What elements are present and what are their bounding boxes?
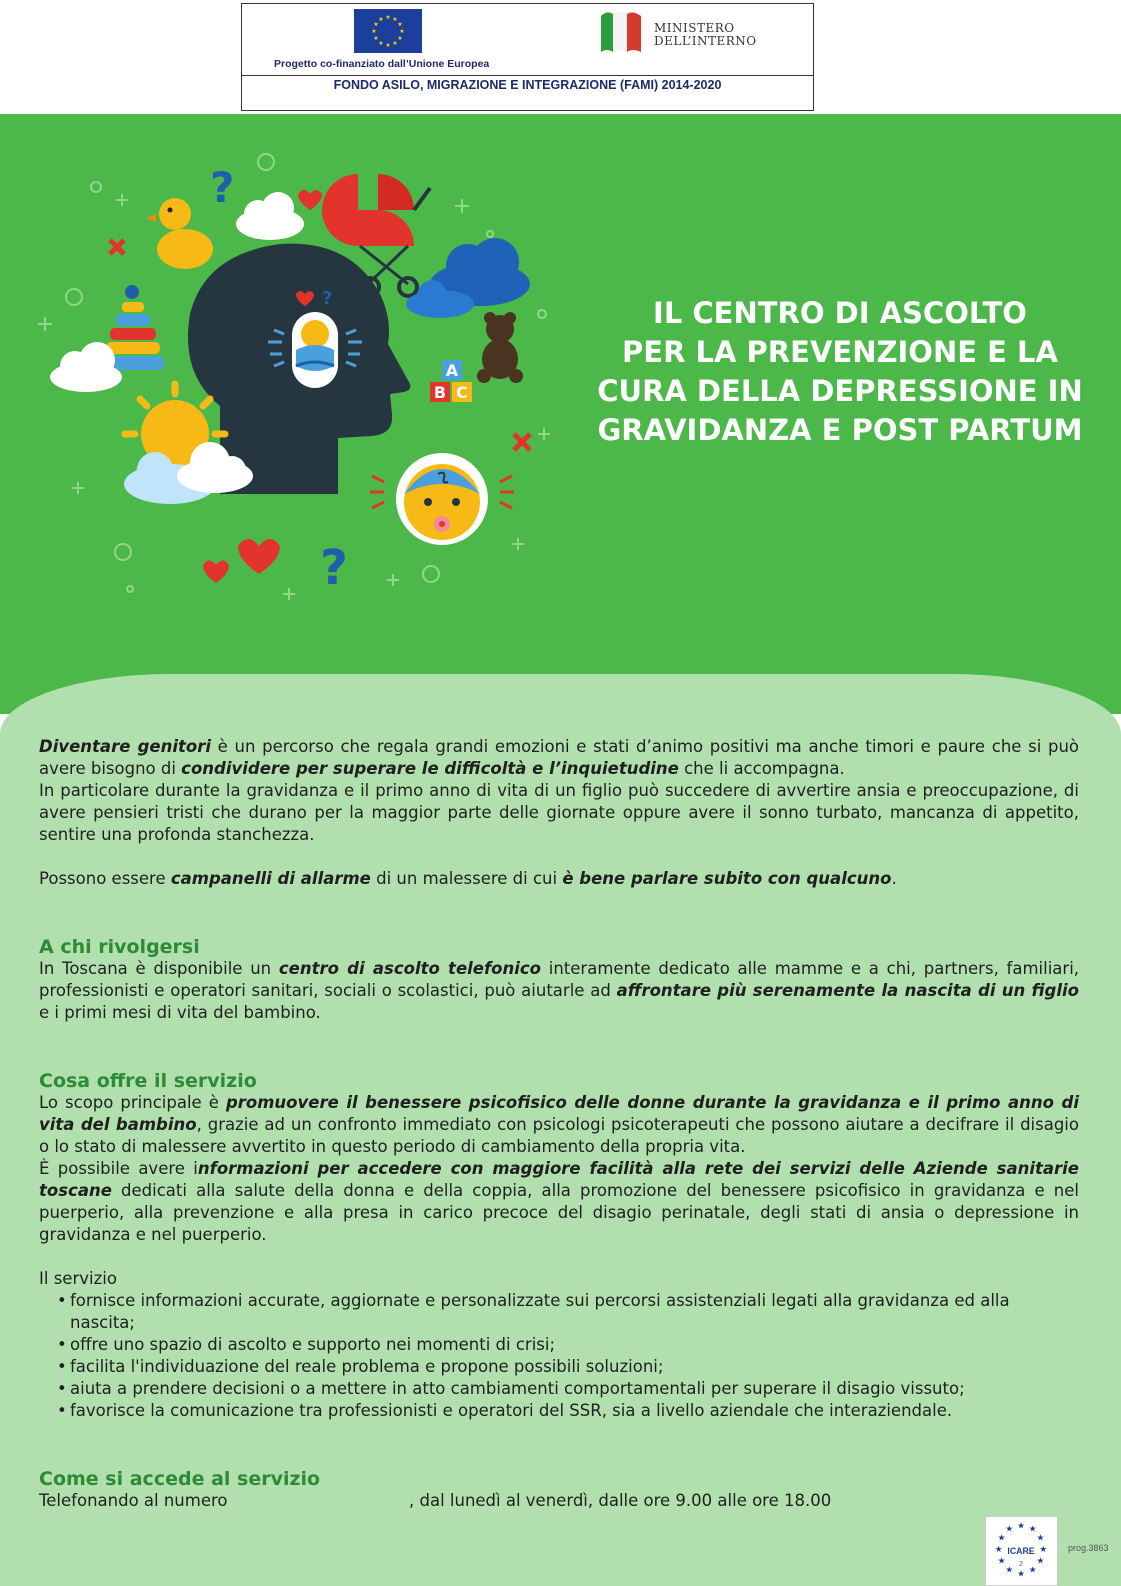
- main-content: [39, 736, 1079, 1512]
- emphasis-text: centro di ascolto telefonico: [278, 959, 542, 978]
- rubber-duck-icon: [146, 198, 213, 269]
- emphasis-text: Diventare genitori: [39, 737, 211, 756]
- service-list-intro: Il servizio: [39, 1269, 117, 1288]
- body-text: Possono essere: [39, 869, 171, 888]
- svg-text:★: ★: [378, 40, 384, 47]
- body-text: di un malessere di cui: [370, 869, 563, 888]
- svg-text:★: ★: [397, 21, 403, 28]
- svg-text:★: ★: [994, 1544, 1003, 1555]
- svg-text:★: ★: [1017, 1521, 1025, 1532]
- svg-text:★: ★: [1028, 1565, 1037, 1576]
- heart-icon: [238, 539, 280, 574]
- body-text: Lo scopo principale è: [39, 1093, 226, 1112]
- heart-icon: [203, 561, 229, 584]
- body-text: In Toscana è disponibile un: [39, 959, 279, 978]
- svg-text:★: ★: [1005, 1565, 1014, 1576]
- list-item: • favorisce la comunicazione tra professionisti e operatori del SSR, sia a livello aziendale che interaziendale.: [57, 1400, 1079, 1422]
- cross-icon: [110, 240, 124, 254]
- hero-title-line: CURA DELLA DEPRESSIONE IN: [597, 374, 1083, 408]
- question-mark-icon: ?: [210, 163, 235, 212]
- icare-logo: [985, 1516, 1058, 1586]
- svg-text:★: ★: [1036, 1556, 1045, 1567]
- eu-flag-logo: [354, 9, 422, 53]
- block-letter-c: C: [456, 383, 468, 402]
- svg-text:★: ★: [397, 35, 403, 42]
- question-mark-icon: ?: [322, 288, 333, 309]
- body-text: e i primi mesi di vita del bambino.: [39, 1003, 321, 1022]
- svg-text:★: ★: [373, 35, 379, 42]
- body-text: è un percorso che regala grandi emozioni e stati d’animo positivi ma anche timori e paure che si può avere bisogno di: [39, 737, 1079, 778]
- italian-flag-emblem: [599, 8, 643, 54]
- svg-text:★: ★: [392, 16, 398, 23]
- service-list: [57, 1290, 1079, 1422]
- question-mark-icon: ?: [320, 540, 348, 596]
- cloud-heart-icon: [236, 190, 322, 240]
- teddy-bear-icon: [477, 312, 523, 383]
- emphasis-text: condividere per superare le difficoltà e l’inquietudine: [181, 759, 679, 778]
- svg-text:★: ★: [373, 21, 379, 28]
- ministry-line2: DELL’INTERNO: [654, 34, 757, 48]
- emphasis-text: è bene parlare subito con qualcuno: [562, 869, 892, 888]
- list-item: • aiuta a prendere decisioni o a mettere in atto cambiamenti comportamentali per superare il disagio vissuto;: [57, 1378, 1079, 1400]
- offer-paragraph-2: [39, 1158, 1079, 1246]
- hero-title: [590, 294, 1090, 450]
- svg-text:★: ★: [1017, 1569, 1025, 1580]
- intro-paragraph-2: In particolare durante la gravidanza e il primo anno di vita di un figlio può succedere di avvertire ansia e preoccupazione, di avere pensieri tristi che durano per la maggior parte delle giornate oppure avere il sonno turbato, mancanza di appetito, sentire una profonda stanchezza.: [39, 781, 1079, 844]
- section-heading-access: Come si accede al servizio: [39, 1468, 321, 1490]
- svg-text:★: ★: [378, 16, 384, 23]
- svg-text:★: ★: [385, 14, 391, 21]
- svg-text:★: ★: [997, 1533, 1006, 1544]
- intro-paragraph-3: [39, 868, 1079, 890]
- icare-label: ICARE: [1007, 1545, 1035, 1556]
- hero-section: [0, 114, 1121, 714]
- svg-text:★: ★: [399, 28, 405, 35]
- block-letter-b: B: [433, 383, 447, 402]
- funding-header: [241, 3, 814, 111]
- list-item: • fornisce informazioni accurate, aggiornate e personalizzate sui percorsi assistenziali legati alla gravidanza ed alla nascita;: [57, 1290, 1079, 1334]
- ministry-line1: MINISTERO: [654, 21, 735, 35]
- access-line: [39, 1490, 1079, 1512]
- body-text: dedicati alla salute della donna e della coppia, alla promozione del benessere psicofisico in gravidanza e nel puerperio, alla prevenzione e alla presa in carico precoce del disagio perinatale, degli stati di ansia o depressione in gravidanza e nel puerperio.: [39, 1181, 1079, 1244]
- eu-caption: Progetto co-finanziato dall’Unione Europea: [274, 58, 490, 70]
- body-text: interamente dedicato alle mamme e a chi, partners, familiari, professionisti e operatori sanitari, sociali o scolastici, può aiutarle ad: [39, 959, 1080, 1000]
- body-text: .: [891, 869, 897, 888]
- list-item: • offre uno spazio di ascolto e supporto nei momenti di crisi;: [57, 1334, 1079, 1356]
- list-item: • facilita l'individuazione del reale problema e propone possibili soluzioni;: [57, 1356, 1079, 1378]
- hero-title-line: GRAVIDANZA E POST PARTUM: [597, 413, 1083, 447]
- ministry-name: [654, 22, 757, 48]
- parenthood-illustration: [20, 144, 580, 644]
- svg-text:★: ★: [371, 28, 377, 35]
- baby-face-icon: [370, 453, 514, 545]
- body-text: che li accompagna.: [678, 759, 845, 778]
- section-heading-offer: Cosa offre il servizio: [39, 1070, 257, 1092]
- body-text: , grazie ad un confronto immediato con psicologi psicoterapeuti che possono aiutare a decifrare il disagio o lo stato di malessere avvertito in questo periodo di cambiamento della propria vita.: [39, 1115, 1079, 1156]
- hero-title-line: IL CENTRO DI ASCOLTO: [653, 296, 1027, 330]
- section-heading-who: A chi rivolgersi: [39, 936, 200, 958]
- swaddled-baby-icon: [292, 312, 338, 388]
- body-text: È possibile avere i: [39, 1159, 198, 1178]
- offer-paragraph-1: [39, 1092, 1079, 1158]
- emphasis-text: promuovere il benessere psicofisico delle donne durante la gravidanza e il primo anno di vita del bambino: [39, 1093, 1079, 1134]
- blue-cloud-icon: [406, 238, 530, 318]
- svg-text:★: ★: [1036, 1533, 1045, 1544]
- emphasis-text: campanelli di allarme: [170, 869, 371, 888]
- icare-number: 2: [1019, 1560, 1023, 1568]
- svg-text:★: ★: [1005, 1524, 1014, 1535]
- svg-text:★: ★: [385, 42, 391, 49]
- block-letter-a: A: [445, 361, 459, 380]
- hero-title-line: PER LA PREVENZIONE E LA: [622, 335, 1058, 369]
- emphasis-text: affrontare più serenamente la nascita di un figlio: [616, 981, 1079, 1000]
- cloud-icon: [50, 342, 122, 392]
- cross-icon: [514, 434, 530, 450]
- funding-logos: [242, 4, 813, 76]
- phone-label: Telefonando al numero: [39, 1491, 228, 1510]
- svg-text:★: ★: [1039, 1544, 1048, 1555]
- svg-text:★: ★: [392, 40, 398, 47]
- fund-title: FONDO ASILO, MIGRAZIONE E INTEGRAZIONE (FAMI) 2014-2020: [333, 78, 722, 92]
- svg-text:★: ★: [1028, 1524, 1037, 1535]
- project-code: prog.3863: [1068, 1543, 1109, 1553]
- intro-paragraph-1: [39, 736, 1079, 780]
- abc-blocks-icon: [430, 360, 472, 402]
- who-paragraph: [39, 958, 1079, 1024]
- emphasis-text: nformazioni per accedere con maggiore facilità alla rete dei servizi delle Aziende sanitarie toscane: [39, 1159, 1080, 1200]
- svg-text:★: ★: [997, 1556, 1006, 1567]
- opening-hours: , dal lunedì al venerdì, dalle ore 9.00 alle ore 18.00: [409, 1491, 832, 1510]
